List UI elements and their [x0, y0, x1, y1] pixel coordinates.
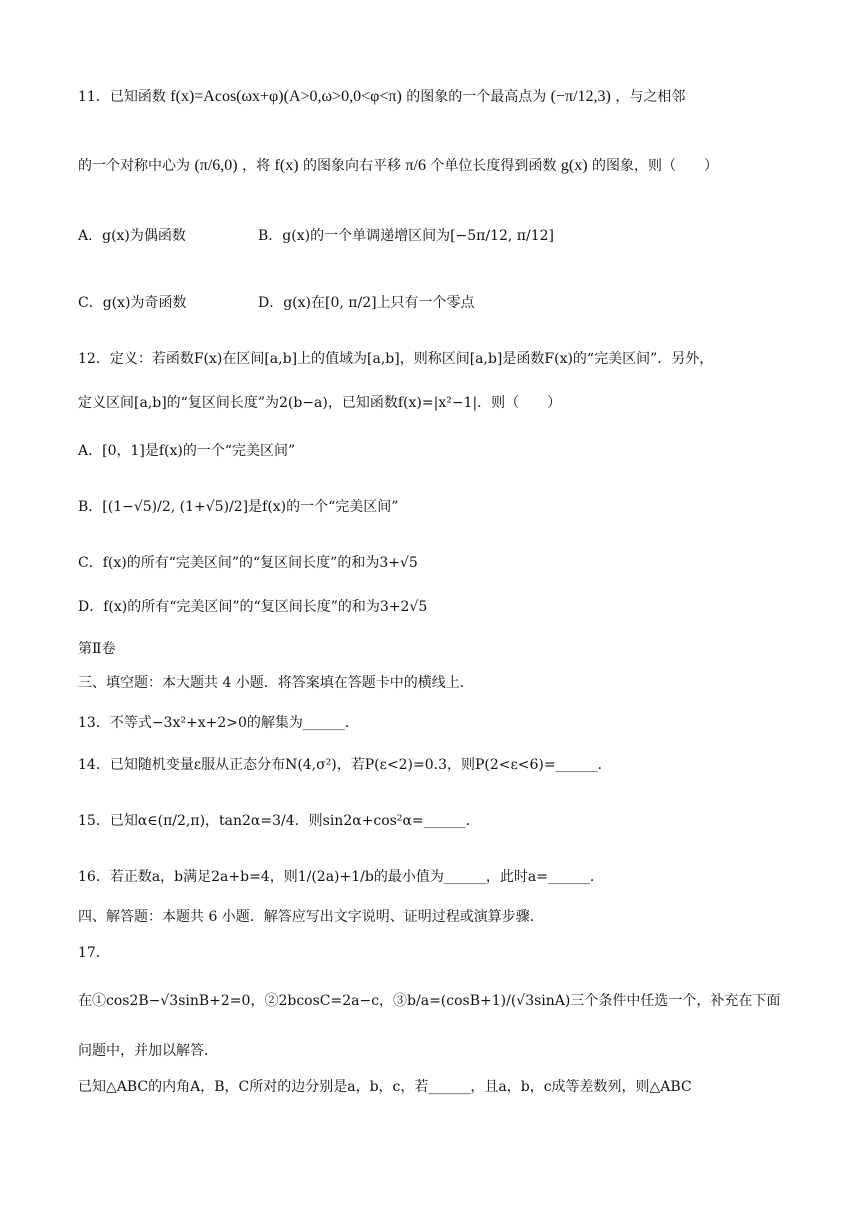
- q11-max-point: (−π/12,3): [550, 88, 611, 105]
- q11-mid: 的图象的一个最高点为: [406, 89, 547, 105]
- q15: 15．已知α∈(π/2,π)，tan2α=3/4．则sin2α+cos²α=______．: [78, 813, 480, 829]
- q12-line2: 定义区间[a,b]的“复区间长度”为2(b−a)，已知函数f(x)=|x²−1|．则（ ）: [78, 395, 562, 411]
- q12-option-c: C．f(x)的所有“完美区间”的“复区间长度”的和为3+√5: [78, 555, 418, 571]
- q11-function-expr: f(x)=Acos(ωx+φ)(A>0,ω>0,0<φ<π): [170, 88, 402, 105]
- q11-suffix: ，与之相邻: [615, 89, 686, 105]
- q12-line1: 12．定义：若函数F(x)在区间[a,b]上的值域为[a,b]，则称区间[a,b]是函数F(x)的“完美区间”．另外，: [78, 351, 714, 367]
- part-4-heading: 四、解答题：本题共 6 小题．解答应写出文字说明、证明过程或演算步骤．: [78, 909, 544, 925]
- q11-fx: f(x): [274, 157, 299, 174]
- q17-line3: 已知△ABC的内角A，B，C所对的边分别是a，b，c，若______，且a，b，c成等差数列，则△ABC: [78, 1079, 692, 1095]
- q12-option-d: D．f(x)的所有“完美区间”的“复区间长度”的和为3+2√5: [78, 599, 428, 615]
- q11-prefix: 11．已知函数: [78, 89, 166, 105]
- q13: 13．不等式−3x²+x+2>0的解集为______．: [78, 715, 359, 731]
- q17-line2: 问题中，并加以解答．: [78, 1043, 218, 1059]
- q17-line1: 在①cos2B−√3sinB+2=0，②2bcosC=2a−c，③b/a=(cosB+1)/(√3sinA)三个条件中任选一个，补充在下面: [78, 993, 781, 1009]
- q11-l2-suffix: 的图象，则（ ）: [591, 158, 718, 174]
- q11-l2-prefix: 的一个对称中心为: [78, 158, 190, 174]
- q14: 14．已知随机变量ε服从正态分布N(4,σ²)，若P(ε<2)=0.3，则P(2<ε<6)=______．: [78, 757, 612, 773]
- q11-option-a: A．g(x)为偶函数: [78, 228, 186, 244]
- q16: 16．若正数a，b满足2a+b=4，则1/(2a)+1/b的最小值为______，此时a=______．: [78, 869, 604, 885]
- q11-option-d: D．g(x)在[0, π/2]上只有一个零点: [258, 295, 475, 311]
- q11-gx: g(x): [560, 157, 588, 174]
- q11-l2-mid2: 的图象向右平移: [302, 158, 401, 174]
- part-3-heading: 三、填空题：本大题共 4 小题．将答案填在答题卡中的横线上．: [78, 675, 474, 691]
- q11-line1: [78, 86, 685, 108]
- q11-line2: [78, 155, 718, 177]
- q11-shift: π/6: [405, 157, 426, 174]
- q12-option-b: B．[(1−√5)/2, (1+√5)/2]是f(x)的一个“完美区间”: [78, 499, 399, 515]
- q11-option-c: C．g(x)为奇函数: [78, 295, 187, 311]
- q11-l2-mid3: 个单位长度得到函数: [430, 158, 557, 174]
- q11-option-b: B．g(x)的一个单调递增区间为[−5π/12, π/12]: [258, 228, 554, 244]
- section-2-title: 第Ⅱ卷: [78, 641, 116, 657]
- q11-l2-mid1: ，将: [242, 158, 271, 174]
- q17-number: 17．: [78, 945, 110, 961]
- q11-center-point: (π/6,0): [194, 157, 238, 174]
- q12-option-a: A．[0，1]是f(x)的一个“完美区间”: [78, 443, 296, 459]
